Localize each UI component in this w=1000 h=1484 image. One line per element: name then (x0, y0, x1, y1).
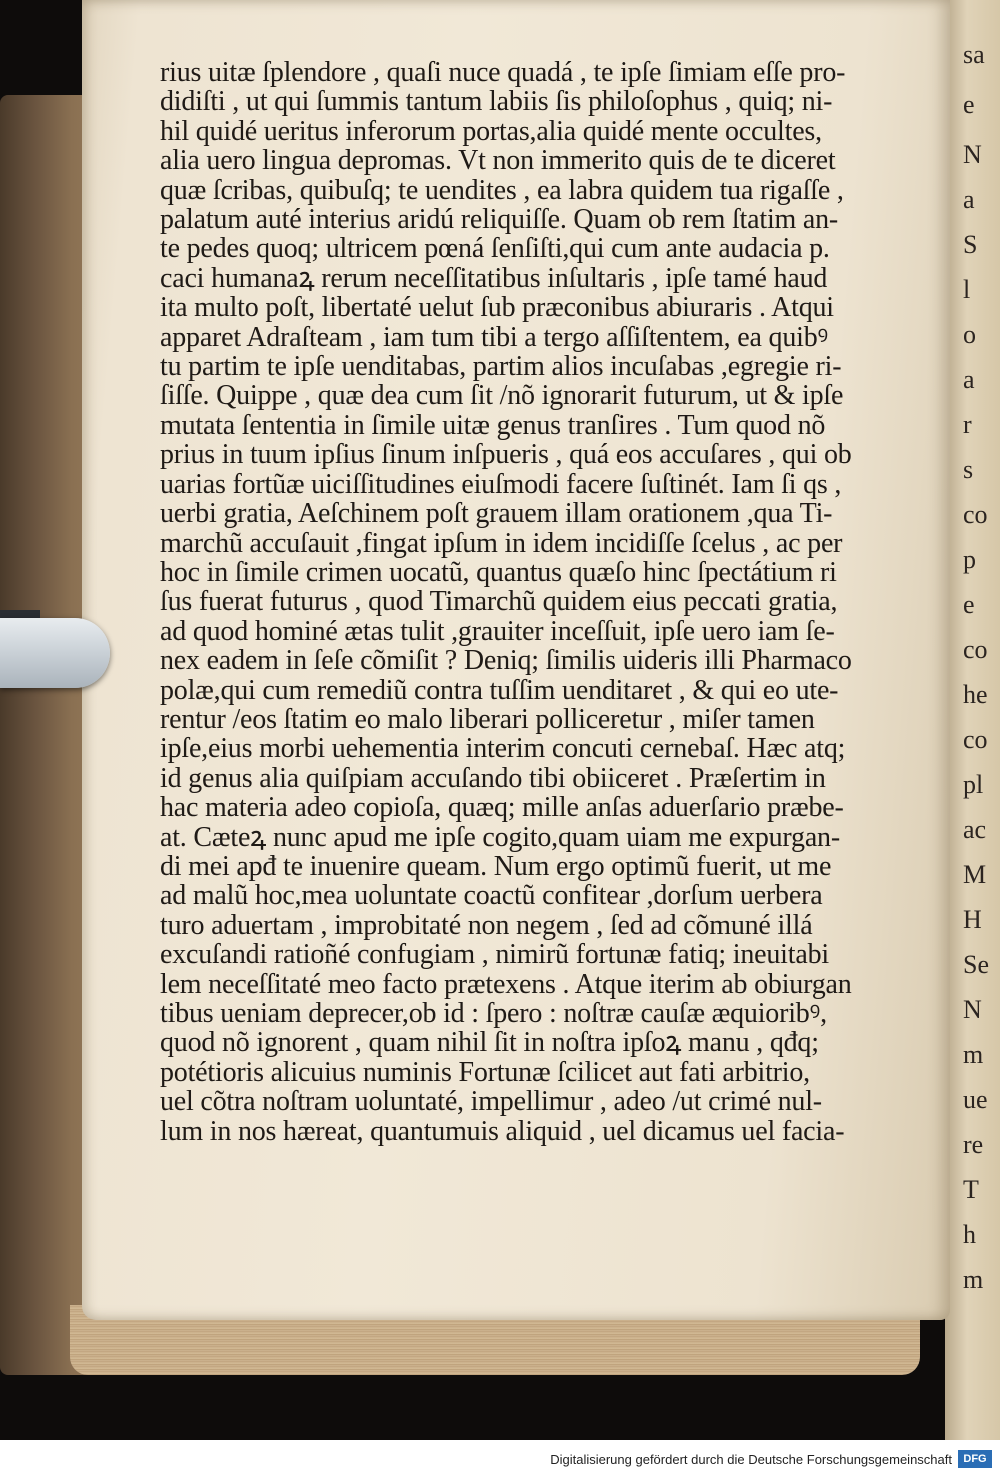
margin-fragment: r (963, 410, 972, 439)
footer-credit: Digitalisierung gefördert durch die Deutsche Forschungsgemeinschaft (550, 1452, 952, 1467)
margin-fragment: a (963, 365, 975, 394)
margin-fragment: co (963, 725, 988, 754)
text-line: apparet Adraſteam , iam tum tibi a tergo aſſiſtentem, ea quibꝰ (160, 321, 829, 353)
text-line: ita multo poſt, libertaté uelut ſub præconibus abiuraris . Atqui (160, 292, 834, 324)
text-line: rius uitæ ſplendore , quaſi nuce quadá , te ipſe ſimiam eſſe pro- (160, 57, 846, 88)
text-line: at. Cæteꝝ nunc apud me ipſe cogito,quam uiam me expurgan- (160, 821, 840, 853)
text-line: uerbi gratia, Aeſchinem poſt grauem illam orationem ,qua Ti- (160, 498, 833, 530)
margin-fragment: e (963, 90, 975, 119)
margin-fragment: s (963, 455, 974, 484)
margin-fragment: h (963, 1220, 976, 1249)
text-line: tu partim te ipſe uenditabas, partim alios incuſabas ,egregie ri- (160, 351, 842, 383)
margin-fragment: N (963, 140, 982, 169)
bookmark-slip (0, 618, 110, 688)
margin-fragment: M (963, 860, 987, 889)
text-line: te pedes quoq; ultricem pœná ſenſiſti,qui cum ante audacia p. (160, 233, 830, 265)
text-line: di mei apđ te inuenire queam. Num ergo optimũ fuerit, ut me (160, 850, 832, 882)
margin-fragment: a (963, 185, 975, 214)
margin-fragment: l (963, 275, 971, 304)
text-line: prius in tuum ipſius ſinum inſpueris , quá eos accuſares , qui ob (160, 439, 852, 471)
text-line: hoc in ſimile crimen uocatũ, quantus quæſo hinc ſpectátium ri (160, 556, 837, 588)
margin-fragment: p (963, 545, 976, 574)
text-line: hac materia adeo copioſa, quæq; mille anſas aduerſario præbe- (160, 792, 844, 824)
text-line: potétioris alicuius numinis Fortunæ ſcilicet aut fati arbitrio, (160, 1056, 810, 1088)
margin-fragment: N (963, 995, 982, 1024)
text-line: alia uero lingua depromas. Vt non immerito quis de te diceret (160, 145, 836, 177)
margin-fragment: co (963, 500, 988, 529)
margin-fragment: re (963, 1130, 984, 1159)
text-line: ad malũ hoc,mea uoluntate coactũ confitear ,dorſum uerbera (160, 880, 823, 912)
margin-fragment: co (963, 635, 988, 664)
text-line: marchũ accuſauit ,fingat ipſum in idem incidiſſe ſcelus , ac per (160, 527, 843, 559)
margin-fragment: ue (963, 1085, 988, 1114)
text-line: uel cõtra noſtram uoluntaté, impellimur , adeo /ut crimé nul- (160, 1086, 822, 1118)
margin-fragment: T (963, 1175, 979, 1204)
text-line: quod nõ ignorent , quam nihil ſit in noſtra ipſoꝝ manu , qđq; (160, 1027, 819, 1059)
text-line: mutata ſententia in ſimile uitæ genus tranſires . Tum quod nõ (160, 409, 826, 441)
margin-fragment: H (963, 905, 982, 934)
margin-fragment: pl (963, 770, 984, 799)
text-line: hil quidé ueritus inferorum portas,alia quidé mente occultes, (160, 115, 822, 147)
text-line: polæ,qui cum remediũ contra tuſſim uenditaret , & qui eo ute- (160, 674, 839, 706)
text-line: lem neceſſitaté meo facto prætexens . Atque iterim ab obiurgan (160, 968, 852, 1000)
text-line: ipſe,eius morbi uehementia interim concuti cernebaſ. Hæc atq; (160, 733, 846, 765)
margin-fragment: Se (963, 950, 989, 979)
margin-fragment: S (963, 230, 978, 259)
text-line: turo aduertam , improbitaté non negem , ſed ad cõmuné illá (160, 909, 813, 941)
text-line: ad quod hominé ætas tulit ,grauiter inceſſuit, ipſe uero iam ſe- (160, 615, 835, 647)
text-line: lum in nos hæreat, quantumuis aliquid , uel dicamus uel facia- (160, 1115, 845, 1147)
text-line: nex eadem in ſeſe cõmiſit ? Deniq; ſimilis uideris illi Pharmaco (160, 645, 852, 677)
text-line: caci humanaꝝ rerum neceſſitatibus inſultaris , ipſe tamé haud (160, 262, 828, 294)
text-line: rentur /eos ſtatim eo malo liberari polliceretur , miſer tamen (160, 703, 815, 735)
margin-fragment: m (963, 1265, 984, 1294)
text-line: tibus ueniam deprecer,ob id : ſpero : noſtræ cauſæ æquioribꝰ, (160, 998, 827, 1029)
text-line: didiſti , ut qui ſummis tantum labiis ſis philoſophus , quiq; ni- (160, 86, 833, 118)
text-line: uarias fortũæ uiciſſitudines eiuſmodi facere ſuſtinét. Iam ſi qs , (160, 468, 842, 500)
margin-fragment: he (963, 680, 988, 709)
margin-fragment: o (963, 320, 976, 349)
margin-fragment: e (963, 590, 975, 619)
margin-fragment: sa (963, 40, 985, 69)
dfg-logo-icon: DFG (958, 1450, 992, 1468)
text-line: id genus alia quiſpiam accuſando tibi obiiceret . Præſertim in (160, 762, 826, 794)
margin-fragment: m (963, 1040, 984, 1069)
text-line: quæ ſcribas, quibuſq; te uendites , ea labra quidem tua rigaſſe , (160, 174, 844, 206)
page-text (160, 58, 930, 1146)
footer-bar (0, 1440, 1000, 1484)
text-line: excuſandi ratioñé confugiam , nimirũ fortunæ fatiq; ineuitabi (160, 939, 829, 971)
facing-page-edge (945, 0, 1000, 1440)
text-line: palatum auté interius aridú reliquiſſe. Quam ob rem ſtatim an- (160, 204, 839, 236)
text-line: ſiſſe. Quippe , quæ dea cum ſit /nõ ignorarit futurum, ut & ipſe (160, 380, 844, 412)
margin-fragment: ac (963, 815, 987, 844)
text-line: ſus fuerat futurus , quod Timarchũ quidem eius peccati gratia, (160, 586, 838, 618)
